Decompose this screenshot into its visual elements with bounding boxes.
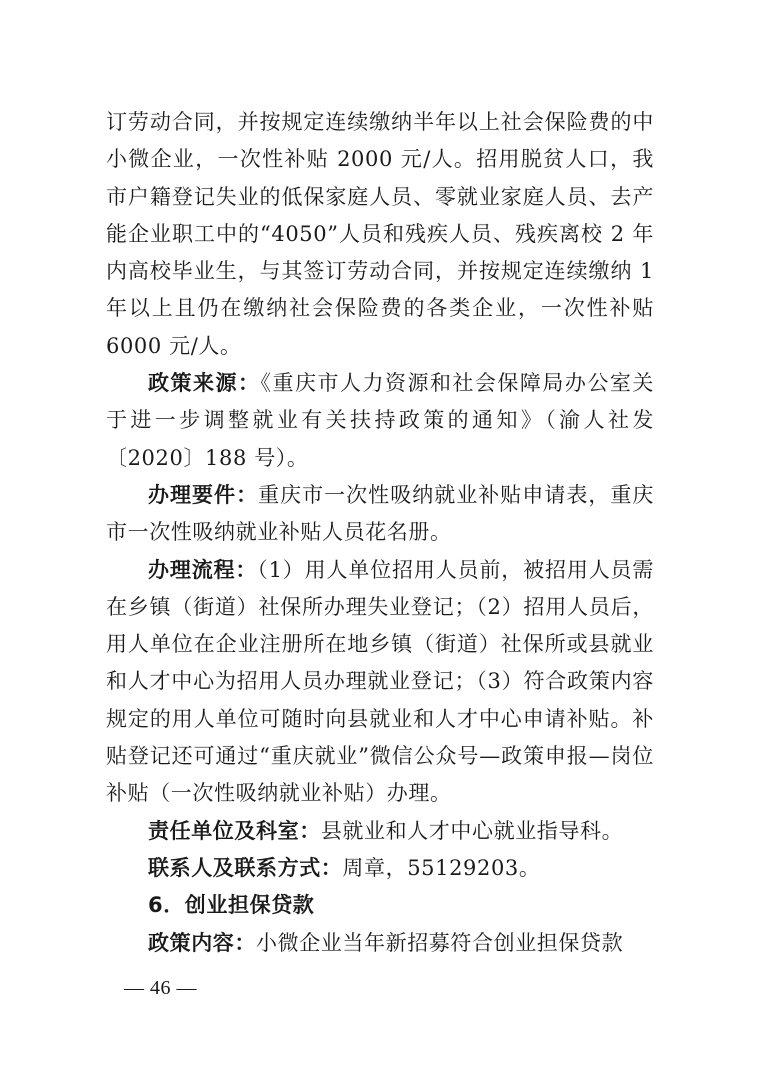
paragraph-policy-source <box>106 365 654 477</box>
requirements-label: 办理要件： <box>148 482 259 507</box>
paragraph-process <box>106 552 654 813</box>
contact-text: 周章，55129203。 <box>342 855 541 880</box>
process-label: 办理流程： <box>148 557 258 582</box>
responsible-label: 责任单位及科室： <box>148 818 321 843</box>
paragraph-policy-content <box>106 925 654 962</box>
paragraph-responsible-unit <box>106 813 654 850</box>
paragraph-requirements <box>106 477 654 552</box>
document-body <box>106 104 654 962</box>
policy-source-label: 政策来源： <box>148 371 261 396</box>
process-text: （1）用人单位招用人员前，被招用人员需在乡镇（街道）社保所办理失业登记；（2）招用人员后，用人单位在企业注册所在地乡镇（街道）社保所或县就业和人才中心为招用人员办理就业登记；（3）符合政策内容规定的用人单位可随时向县就业和人才中心申请补贴。补贴登记还可通过“重庆就业”微信公众号—政策申报—岗位补贴（一次性吸纳就业补贴）办理。 <box>106 557 654 806</box>
page-number: — 46 — <box>124 977 197 999</box>
paragraph-subsidy-details: 订劳动合同，并按规定连续缴纳半年以上社会保险费的中小微企业，一次性补贴 2000 元/人。招用脱贫人口，我市户籍登记失业的低保家庭人员、零就业家庭人员、去产能企业职工中的“4050”人员和残疾人员、残疾离校 2 年内高校毕业生，与其签订劳动合同，并按规定连续缴纳 1 年以上且仍在缴纳社会保险费的各类企业，一次性补贴 6000 元/人。 <box>106 110 654 358</box>
section-heading-6: 6．创业担保贷款 <box>148 893 315 918</box>
requirements-text: 重庆市一次性吸纳就业补贴申请表，重庆市一次性吸纳就业补贴人员花名册。 <box>106 482 654 545</box>
policy-source-text: 《重庆市人力资源和社会保障局办公室关于进一步调整就业有关扶持政策的通知》（渝人社发〔2020〕188 号）。 <box>106 371 654 470</box>
contact-label: 联系人及联系方式： <box>148 855 343 880</box>
paragraph-contact <box>106 850 654 887</box>
policy-content-label: 政策内容： <box>148 930 256 955</box>
policy-content-text: 小微企业当年新招募符合创业担保贷款 <box>256 930 624 955</box>
responsible-text: 县就业和人才中心就业指导科。 <box>320 818 624 843</box>
